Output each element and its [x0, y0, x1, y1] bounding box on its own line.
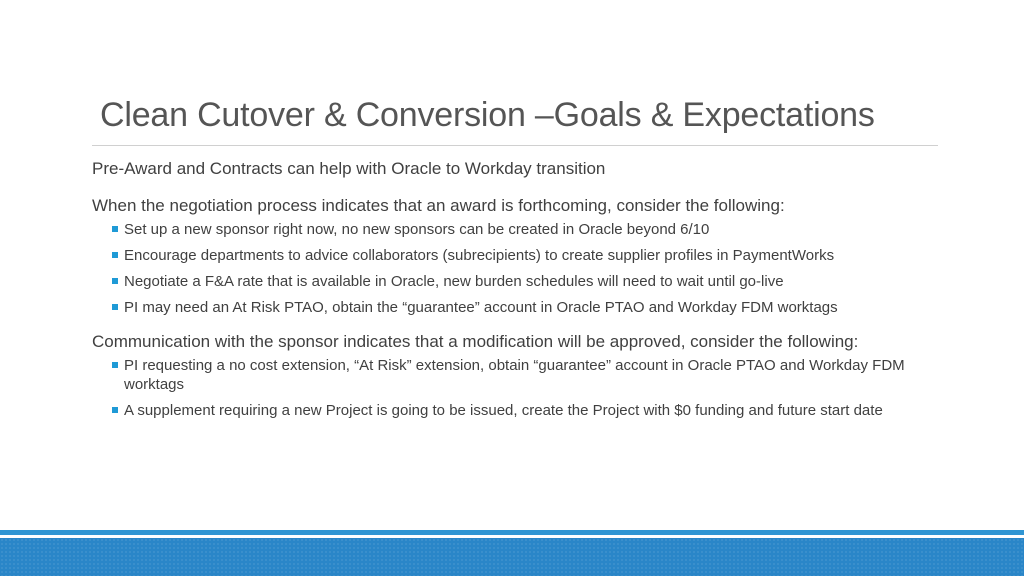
list-item: [92, 401, 942, 420]
intro-text: Pre-Award and Contracts can help with Oracle to Workday transition: [92, 159, 606, 178]
square-bullet-icon: [112, 304, 118, 310]
square-bullet-icon: [112, 278, 118, 284]
list-item-text: A supplement requiring a new Project is going to be issued, create the Project with $0 funding and future start date: [124, 402, 883, 419]
list-item: [92, 272, 942, 291]
footer-accent-line: [0, 530, 1024, 535]
list-item-text: PI may need an At Risk PTAO, obtain the “guarantee” account in Oracle PTAO and Workday FDM worktags: [124, 299, 838, 316]
list-item: [92, 356, 942, 394]
section-2-heading: Communication with the sponsor indicates that a modification will be approved, consider the following:: [92, 332, 859, 351]
square-bullet-icon: [112, 362, 118, 368]
section-2-list: [92, 356, 942, 420]
footer-band: [0, 538, 1024, 576]
list-item: [92, 298, 942, 317]
square-bullet-icon: [112, 252, 118, 258]
list-item: [92, 220, 942, 239]
list-item-text: Encourage departments to advice collaborators (subrecipients) to create supplier profiles in PaymentWorks: [124, 247, 835, 264]
title-divider: [92, 145, 938, 146]
list-item-text: PI requesting a no cost extension, “At Risk” extension, obtain “guarantee” account in Oracle PTAO and Workday FDM worktags: [124, 357, 905, 393]
list-item-text: Set up a new sponsor right now, no new sponsors can be created in Oracle beyond 6/10: [124, 221, 710, 238]
section-1-heading: When the negotiation process indicates that an award is forthcoming, consider the following:: [92, 196, 785, 215]
square-bullet-icon: [112, 407, 118, 413]
list-item-text: Negotiate a F&A rate that is available in Oracle, new burden schedules will need to wait until go-live: [124, 273, 784, 290]
square-bullet-icon: [112, 226, 118, 232]
list-item: [92, 246, 942, 265]
slide-title: Clean Cutover & Conversion –Goals & Expectations: [100, 96, 875, 134]
slide-body: [92, 158, 942, 427]
section-1-list: [92, 220, 942, 317]
